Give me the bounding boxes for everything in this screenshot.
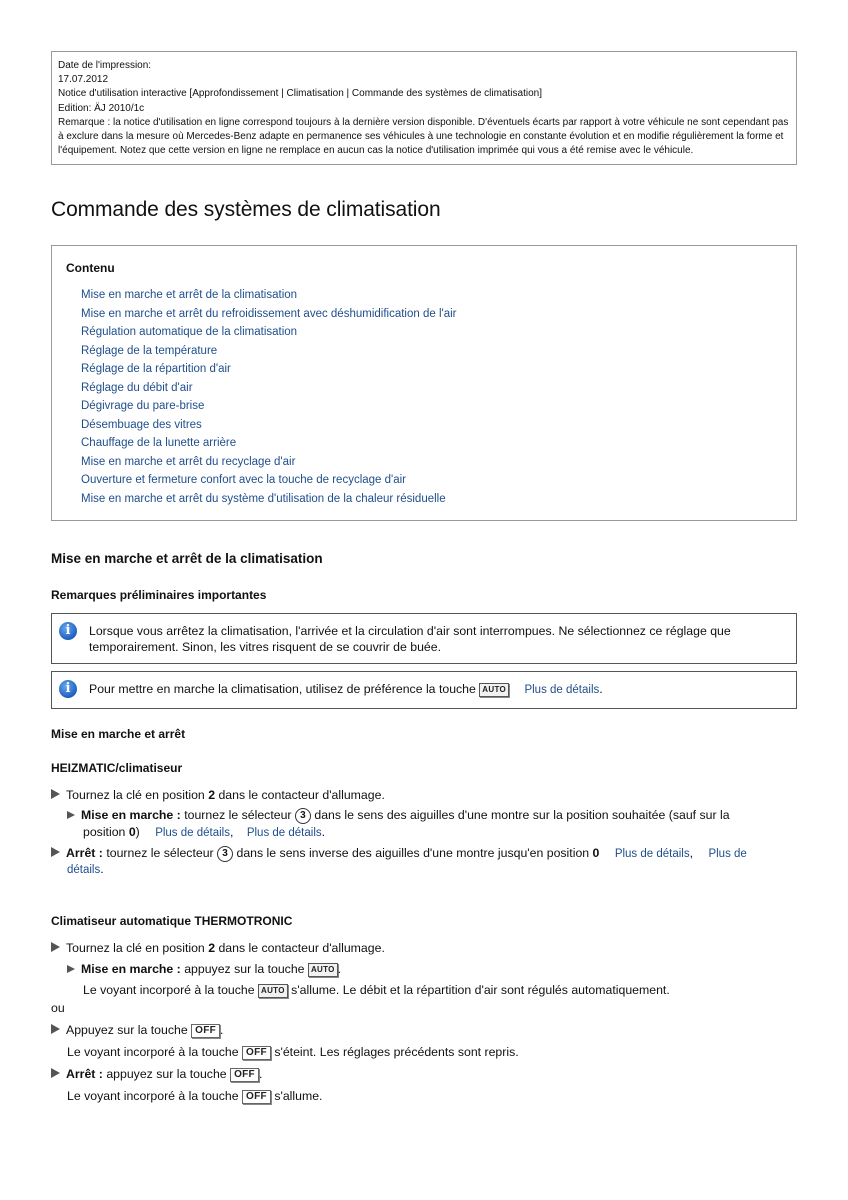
off-led-text — [67, 1044, 519, 1060]
toc-link[interactable]: Dégivrage du pare-brise — [81, 400, 205, 412]
selector-icon: 3 — [217, 846, 233, 862]
step-turn-key-1 — [51, 787, 385, 803]
on-off-title: Mise en marche et arrêt — [51, 727, 186, 741]
toc-title: Contenu — [66, 261, 115, 275]
remark: Remarque : la notice d'utilisation en ligne correspond toujours à la dernière version disponible. D'éventuels écarts par rapport à votre véhicule ne sont cependant pas à exclure dans la mesure où Mercedes-Benz adapte en permanence ses véhicules à une technologie en constante évolution et en modifie régulièrement la forme et l'équipement. Notez que cette version en ligne ne remplace en aucun cas la notice d'utilisation imprimée qui vous a été remise avec le véhicule. — [58, 116, 789, 157]
toc-link[interactable]: Désembuage des vitres — [81, 418, 202, 431]
selector-icon: 3 — [295, 808, 311, 824]
step-arrow-icon — [51, 1024, 60, 1034]
step-text: s'allume. Le débit et la répartition d'air sont régulés automatiquement. — [287, 983, 670, 997]
heizmatic-title: HEIZMATIC/climatiseur — [51, 761, 183, 775]
step-text: Appuyez sur la touche — [66, 1023, 192, 1037]
step-arrow-icon — [51, 1068, 60, 1078]
toc-link[interactable]: Mise en marche et arrêt de la climatisation — [81, 289, 298, 301]
step-text: Le voyant incorporé à la touche — [83, 983, 259, 997]
zero-position: 0 — [128, 825, 136, 839]
note-2-text: Pour mettre en marche la climatisation, utilisez de préférence la touche — [89, 682, 476, 696]
step-text: tournez le sélecteur — [180, 808, 295, 822]
step-text: ) — [135, 825, 140, 839]
zero-position: 0 — [592, 846, 600, 860]
note-1-text: Lorsque vous arrêtez la climatisation, l'arrivée et la circulation d'air sont interrompues. Ne sélectionnez ce réglage que temporairement. Sinon, les vitres risquent de se couvrir de buée. — [89, 624, 731, 654]
step-thermotronic-on: Mise en marche : appuyez sur la touche AUTO . — [67, 961, 341, 977]
toc-link[interactable]: Ouverture et fermeture confort avec la touche de recyclage d'air — [81, 474, 406, 486]
thermotronic-title: Climatiseur automatique THERMOTRONIC — [51, 914, 293, 928]
off-label: Arrêt : — [66, 1067, 103, 1081]
auto-led-text — [83, 982, 670, 998]
step-press-off: Appuyez sur la touche OFF . — [51, 1022, 223, 1038]
step-arrow-icon — [51, 847, 60, 857]
key-position: 2 — [208, 941, 216, 955]
step-text: Tournez la clé en position — [66, 941, 209, 955]
auto-key-icon: AUTO — [308, 963, 338, 977]
off-key-icon: OFF — [242, 1090, 271, 1104]
step-arrow-icon — [51, 942, 60, 952]
toc-link[interactable]: Réglage de la température — [81, 344, 218, 357]
toc-list — [81, 286, 456, 508]
step-text: Tournez la clé en position — [66, 788, 209, 802]
note-2-content: Pour mettre en marche la climatisation, utilisez de préférence la touche AUTO Plus de détails. — [89, 682, 603, 696]
toc-link[interactable]: Chauffage de la lunette arrière — [81, 437, 237, 449]
or-text: ou — [51, 1001, 65, 1015]
toc-link[interactable]: Réglage du débit d'air — [81, 381, 193, 394]
step-text: Le voyant incorporé à la touche — [67, 1045, 243, 1059]
step-text: appuyez sur la touche — [102, 1067, 231, 1081]
off-key-icon: OFF — [230, 1068, 259, 1082]
print-header-box — [51, 51, 797, 165]
step-text: s'éteint. Les réglages précédents sont repris. — [270, 1045, 519, 1059]
more-details-link-start[interactable]: Plus de — [708, 848, 747, 860]
info-note-2 — [51, 671, 797, 709]
key-position: 2 — [208, 788, 216, 802]
edition: Edition: ÄJ 2010/1c — [58, 102, 145, 114]
info-note-1 — [51, 613, 797, 664]
step-arrow-icon — [51, 789, 60, 799]
more-details-link[interactable]: Plus de détails — [155, 827, 230, 839]
step-text: dans le contacteur d'allumage. — [215, 788, 385, 802]
notice-path: Notice d'utilisation interactive [Approfondissement | Climatisation | Commande des systèmes de climatisation] — [58, 88, 542, 100]
off-label: Arrêt : — [66, 846, 103, 860]
step-thermotronic-stop: Arrêt : appuyez sur la touche OFF . — [51, 1066, 262, 1082]
step-text: Le voyant incorporé à la touche — [67, 1089, 243, 1103]
print-date: 17.07.2012 — [58, 74, 109, 86]
more-details-link[interactable]: Plus de détails — [614, 848, 690, 860]
step-turn-key-2 — [51, 940, 385, 956]
toc-link[interactable]: Mise en marche et arrêt du recyclage d'air — [81, 455, 296, 468]
stop-led-text — [67, 1088, 322, 1104]
toc-link[interactable]: Mise en marche et arrêt du refroidissement avec déshumidification de l'air — [81, 307, 457, 320]
info-icon: i — [59, 680, 77, 698]
step-text: dans le sens inverse des aiguilles d'une montre jusqu'en position — [233, 846, 593, 860]
toc-box — [51, 245, 797, 521]
on-label: Mise en marche : — [81, 962, 181, 976]
auto-key-icon: AUTO — [258, 984, 288, 998]
prelim-title: Remarques préliminaires importantes — [51, 588, 267, 602]
step-text: dans le contacteur d'allumage. — [215, 941, 385, 955]
step-heizmatic-on-cont: position 0) Plus de détails, Plus de détails. — [83, 825, 326, 839]
auto-key-icon: AUTO — [479, 683, 509, 697]
step-text: s'allume. — [270, 1089, 323, 1103]
more-details-link[interactable]: Plus de détails — [246, 827, 322, 839]
step-text: dans le sens des aiguilles d'une montre sur la position souhaitée (sauf sur la — [310, 808, 730, 822]
info-icon: i — [59, 622, 77, 640]
off-key-icon: OFF — [191, 1024, 220, 1038]
step-heizmatic-on — [67, 807, 779, 824]
page-title: Commande des systèmes de climatisation — [51, 198, 441, 221]
step-arrow-icon — [67, 811, 75, 819]
toc-link[interactable]: Mise en marche et arrêt du système d'utilisation de la chaleur résiduelle — [81, 492, 446, 505]
toc-link[interactable]: Régulation automatique de la climatisation — [81, 326, 298, 338]
step-heizmatic-off: Arrêt : tournez le sélecteur 3 dans le sens inverse des aiguilles d'une montre jusqu'en position 0 Plus de détails, Plus de — [51, 845, 779, 862]
print-date-label: Date de l'impression: — [58, 60, 152, 71]
on-label: Mise en marche : — [81, 808, 181, 822]
section-title: Mise en marche et arrêt de la climatisation — [51, 551, 323, 566]
toc-link[interactable]: Réglage de la répartition d'air — [81, 363, 231, 375]
step-text: tournez le sélecteur — [102, 846, 218, 860]
off-key-icon: OFF — [242, 1046, 271, 1060]
more-details-link-end[interactable]: détails — [67, 864, 101, 876]
step-text: appuyez sur la touche — [180, 962, 308, 976]
step-arrow-icon — [67, 965, 75, 973]
step-text: position — [83, 825, 129, 839]
step-heizmatic-off-cont: détails. — [67, 862, 104, 876]
more-details-link[interactable]: Plus de détails — [524, 684, 600, 696]
